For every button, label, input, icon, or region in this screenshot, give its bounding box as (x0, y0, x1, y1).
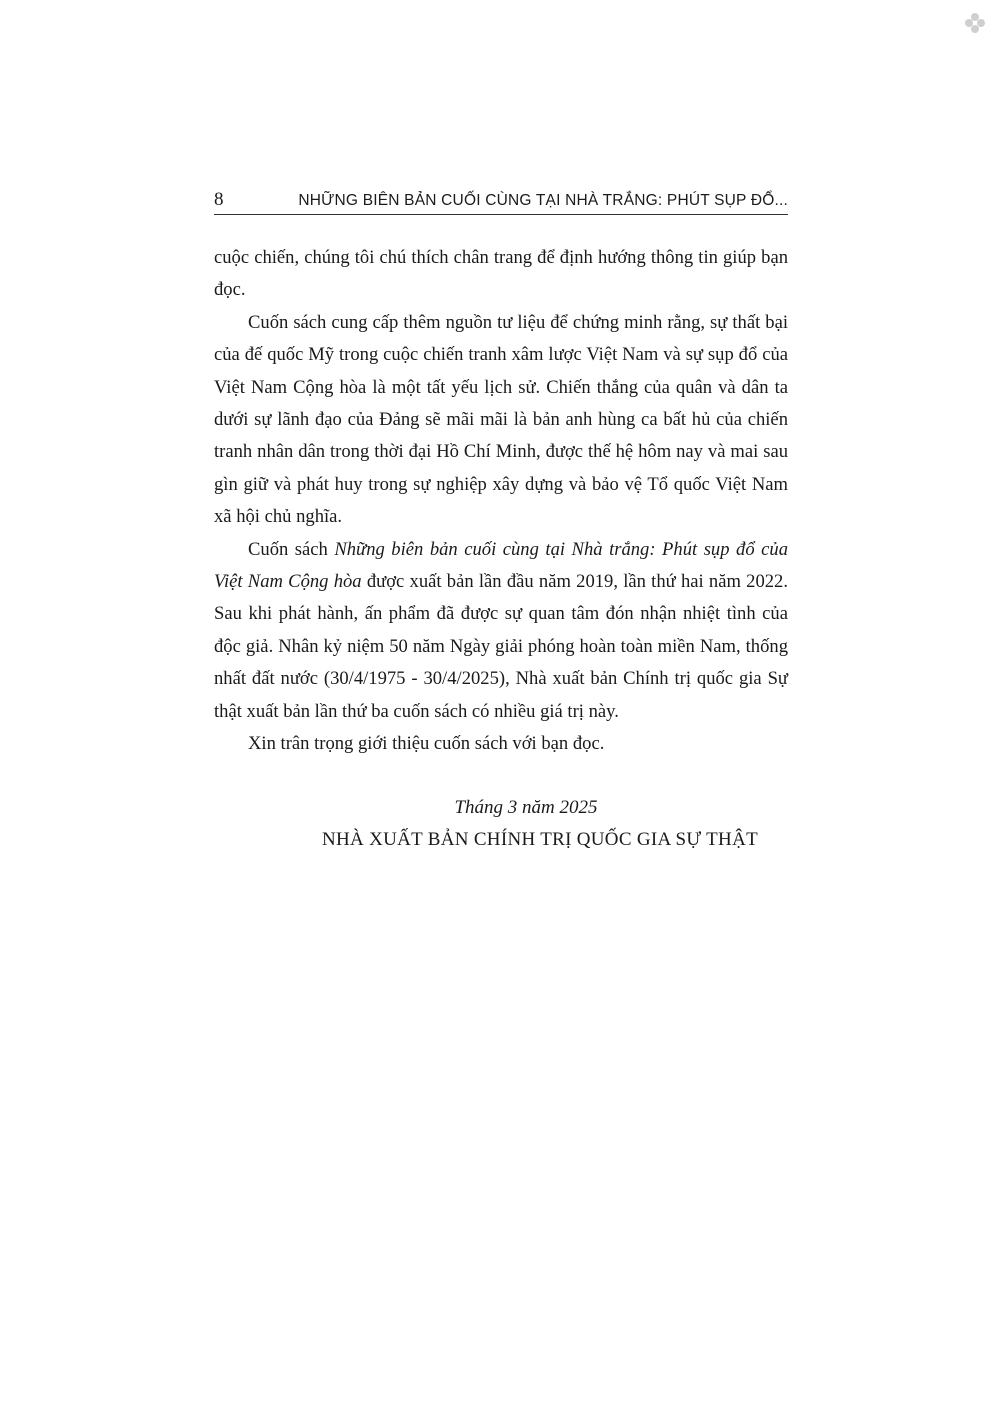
signature-block (214, 792, 788, 856)
signature-publisher: NHÀ XUẤT BẢN CHÍNH TRỊ QUỐC GIA SỰ THẬT (321, 829, 758, 850)
paragraph-2: Cuốn sách cung cấp thêm nguồn tư liệu để chứng minh rằng, sự thất bại của đế quốc Mỹ trong cuộc chiến tranh xâm lược Việt Nam và sự sụp đổ của Việt Nam Cộng hòa là một tất yếu lịch sử. Chiến thắng của quân và dân ta dưới sự lãnh đạo của Đảng sẽ mãi mãi là bản anh hùng ca bất hủ của chiến tranh nhân dân trong thời đại Hồ Chí Minh, được thế hệ hôm nay và mai sau gìn giữ và phát huy trong sự nghiệp xây dựng và bảo vệ Tổ quốc Việt Nam xã hội chủ nghĩa. (214, 311, 788, 528)
page-number: 8 (214, 189, 224, 210)
body-text (214, 242, 788, 761)
running-title: NHỮNG BIÊN BẢN CUỐI CÙNG TẠI NHÀ TRẮNG: PHÚT SỤP ĐỔ... (298, 192, 788, 209)
running-header (214, 188, 788, 215)
paragraph-3-rest: được xuất bản lần đầu năm 2019, lần thứ hai năm 2022. Sau khi phát hành, ấn phẩm đã được sự quan tâm đón nhận nhiệt tình của độc giả. Nhân kỷ niệm 50 năm Ngày giải phóng hoàn toàn miền Nam, thống nhất đất nước (30/4/1975 - 30/4/2025), Nhà xuất bản Chính trị quốc gia Sự thật xuất bản lần thứ ba cuốn sách có nhiều giá trị này. (214, 571, 788, 722)
book-title: Những biên bản cuối cùng tại Nhà trắng: Phút sụp đổ của Việt Nam Cộng hòa (214, 538, 788, 593)
paragraph-3 (214, 534, 788, 728)
signature-date: Tháng 3 năm 2025 (454, 797, 598, 818)
paragraph-1: cuộc chiến, chúng tôi chú thích chân trang để định hướng thông tin giúp bạn đọc. (214, 247, 788, 301)
paragraph-4: Xin trân trọng giới thiệu cuốn sách với bạn đọc. (248, 733, 605, 755)
flower-watermark-icon (964, 12, 986, 34)
paragraph-3-lead: Cuốn sách (248, 538, 335, 560)
